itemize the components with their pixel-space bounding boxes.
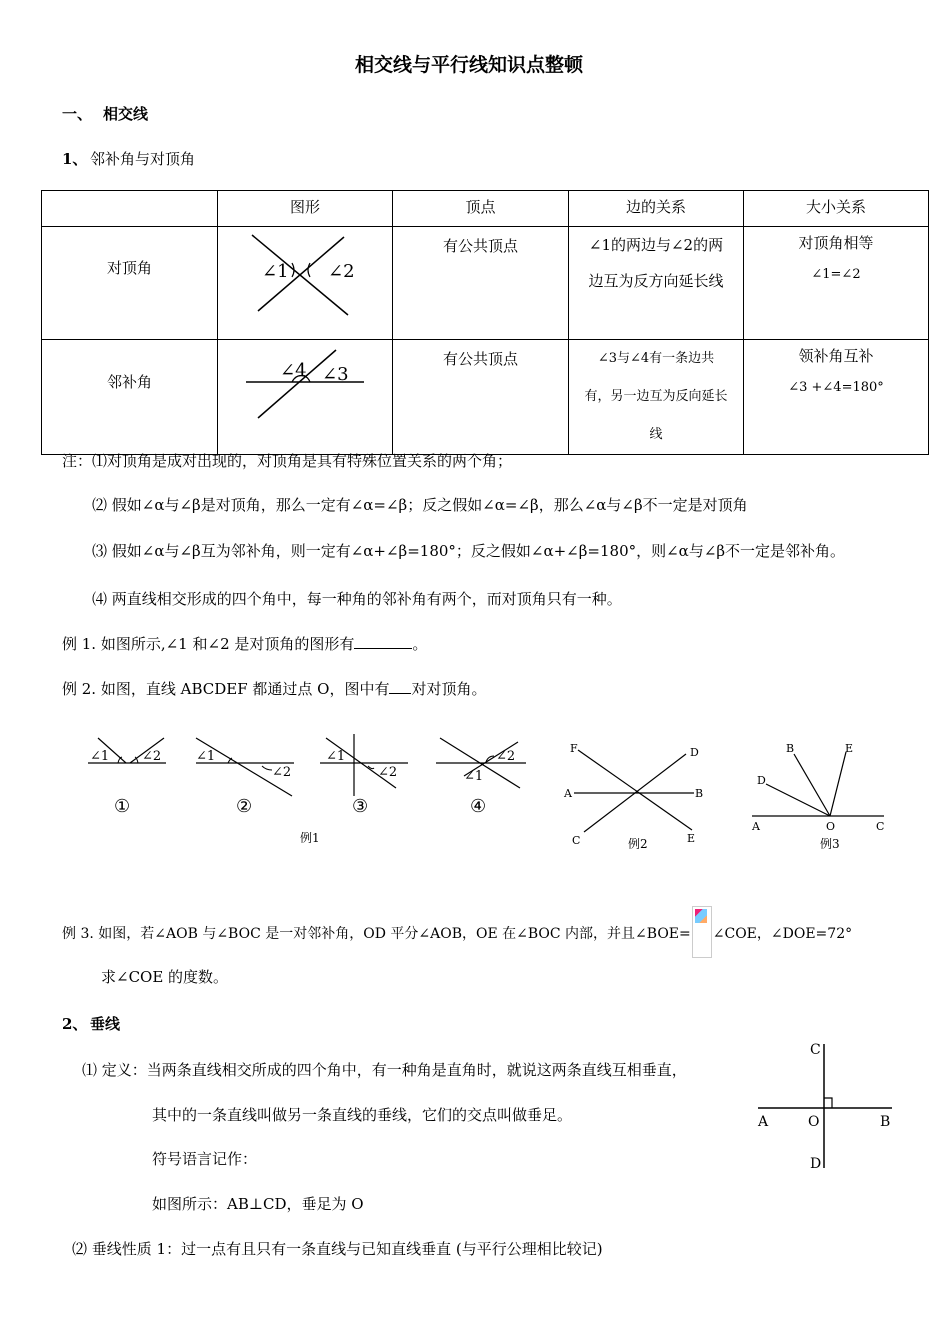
figure-caption: 例1	[300, 831, 320, 845]
svg-text:例3: 例3	[820, 837, 840, 851]
row-name: 邻补角	[42, 340, 218, 455]
perpendicular-definition-2: 其中的一条直线叫做另一条直线的垂线，它们的交点叫做垂足。	[152, 1106, 573, 1124]
broken-image-icon	[692, 906, 712, 958]
svg-text:∠2: ∠2	[272, 765, 292, 780]
figure-example-2	[563, 742, 703, 851]
section-number: 一、	[62, 105, 93, 123]
svg-text:F: F	[570, 742, 578, 755]
note-1: 注：⑴对顶角是成对出现的，对顶角是具有特殊位置关系的两个角；	[62, 452, 513, 470]
svg-text:O: O	[808, 1114, 820, 1130]
circled-label: ②	[236, 796, 253, 817]
svg-text:D: D	[757, 774, 766, 787]
row-figure	[218, 227, 393, 340]
svg-text:A: A	[752, 820, 760, 833]
svg-text:C: C	[810, 1042, 821, 1058]
angle-label: ∠4	[280, 360, 307, 381]
figure-3	[320, 734, 408, 817]
svg-text:∠2: ∠2	[378, 765, 398, 780]
svg-text:∠2: ∠2	[496, 749, 516, 764]
subsection-heading: 垂线	[90, 1015, 121, 1033]
header-cell-size: 大小关系	[744, 191, 929, 227]
svg-text:∠1: ∠1	[90, 749, 110, 764]
svg-text:O: O	[826, 820, 836, 833]
header-cell-vertex: 顶点	[393, 191, 569, 227]
angle-label: ∠1	[262, 261, 289, 282]
svg-text:A: A	[758, 1114, 769, 1130]
svg-text:∠1: ∠1	[326, 749, 346, 764]
note-4: ⑷ 两直线相交形成的四个角中，每一种角的邻补角有两个，而对顶角只有一种。	[92, 590, 622, 608]
table-row	[42, 340, 929, 455]
circled-label: ④	[470, 796, 487, 817]
subsection-heading: 邻补角与对顶角	[90, 150, 196, 168]
svg-text:∠1: ∠1	[464, 769, 484, 784]
svg-text:E: E	[845, 742, 854, 755]
svg-text:C: C	[876, 820, 885, 833]
subsection-number: 2、	[62, 1015, 88, 1033]
row-size: 领补角互补 ∠3 +∠4=180°	[744, 340, 929, 455]
row-vertex: 有公共顶点	[393, 227, 569, 340]
svg-text:B: B	[786, 742, 795, 755]
header-cell-figure: 图形	[218, 191, 393, 227]
row-edges: ∠3与∠4有一条边共 有，另一边互为反向延长 线	[569, 340, 744, 455]
svg-text:∠2: ∠2	[142, 749, 162, 764]
header-cell-edges: 边的关系	[569, 191, 744, 227]
example-3: 例 3. 如图，若∠AOB 与∠BOC 是一对邻补角，OD 平分∠AOB，OE 在∠BOC 内部，并且∠BOE= ∠COE，∠DOE=72°	[62, 906, 852, 958]
row-vertex: 有公共顶点	[393, 340, 569, 455]
perpendicular-property-1: ⑵ 垂线性质 1：过一点有且只有一条直线与已知直线垂直 (与平行公理相比较记)	[72, 1240, 603, 1258]
example-3-question: 求∠COE 的度数。	[101, 968, 229, 986]
figure-2	[196, 738, 294, 817]
svg-text:B: B	[880, 1114, 891, 1130]
circled-label: ①	[114, 796, 131, 817]
svg-text:C: C	[572, 834, 581, 847]
page-title: 相交线与平行线知识点整顿	[355, 54, 584, 76]
figure-1	[88, 738, 166, 817]
subsection-number: 1、	[62, 150, 88, 168]
row-name: 对顶角	[42, 227, 218, 340]
vertical-angles-figure	[218, 227, 392, 335]
angle-comparison-table	[41, 190, 929, 455]
table-row	[42, 227, 929, 340]
figure-example-3	[751, 742, 884, 851]
svg-text:D: D	[810, 1156, 822, 1172]
svg-text:D: D	[690, 746, 699, 759]
adjacent-angles-figure	[218, 340, 392, 448]
angle-label: ∠2	[328, 261, 355, 282]
example-1: 例 1. 如图所示,∠1 和∠2 是对顶角的图形有 。	[62, 635, 428, 653]
perpendicular-figure	[752, 1038, 898, 1172]
header-cell-empty	[42, 191, 218, 227]
svg-text:例2: 例2	[628, 837, 648, 851]
perpendicular-example: 如图所示：AB⊥CD，垂足为 O	[152, 1195, 364, 1213]
example-2: 例 2. 如图，直线 ABCDEF 都通过点 O，图中有 对对顶角。	[62, 680, 487, 698]
angle-label: ∠3	[322, 364, 349, 385]
section-heading: 相交线	[103, 105, 149, 123]
example-figures	[80, 730, 900, 860]
figure-4	[436, 738, 526, 817]
note-3: ⑶ 假如∠α与∠β互为邻补角，则一定有∠α+∠β=180°；反之假如∠α+∠β=180°，则∠α与∠β不一定是邻补角。	[92, 542, 846, 560]
svg-text:E: E	[687, 832, 696, 845]
row-figure	[218, 340, 393, 455]
svg-text:B: B	[695, 787, 704, 800]
perpendicular-definition: ⑴ 定义：当两条直线相交所成的四个角中，有一种角是直角时，就说这两条直线互相垂直，	[82, 1061, 687, 1079]
row-edges: ∠1的两边与∠2的两 边互为反方向延长线	[569, 227, 744, 340]
svg-text:A: A	[564, 787, 572, 800]
note-2: ⑵ 假如∠α与∠β是对顶角，那么一定有∠α=∠β；反之假如∠α=∠β，那么∠α与∠β不一定是对顶角	[92, 496, 748, 514]
symbol-language: 符号语言记作：	[152, 1150, 258, 1168]
row-size: 对顶角相等 ∠1=∠2	[744, 227, 929, 340]
circled-label: ③	[352, 796, 369, 817]
svg-text:∠1: ∠1	[196, 749, 216, 764]
